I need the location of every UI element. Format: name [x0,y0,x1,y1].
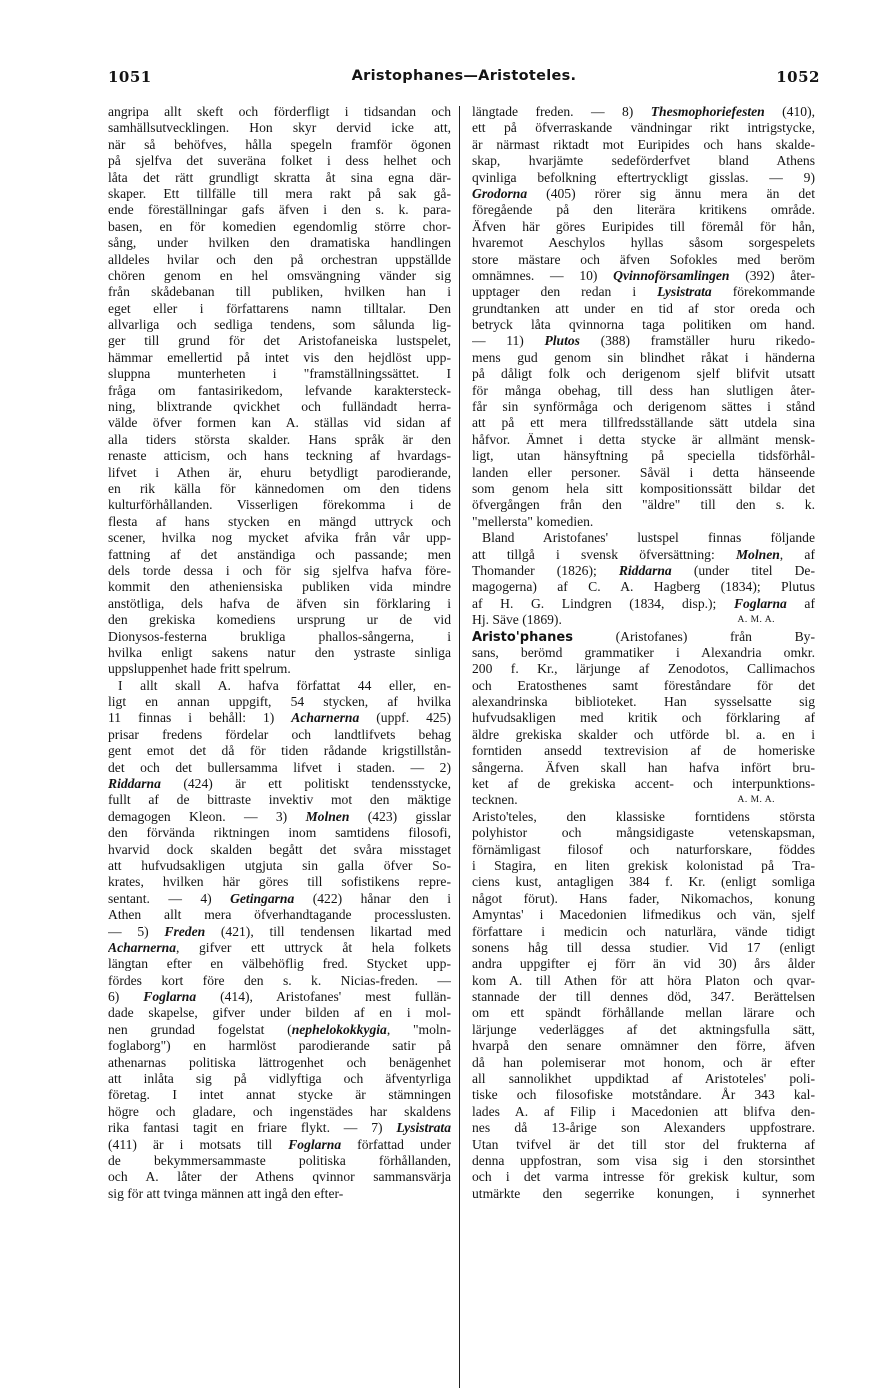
text-line: denna uppfostran, som visa sig i den storsinthet [472,1153,815,1168]
left-text-column [108,104,451,1394]
text-line: — 5) Freden (421), till tendensen likartad med [108,923,451,939]
text-line: qvinliga befolkning eftertryckligt gisslas. — 9) [472,169,815,185]
text-line: får sin synförmåga och derigenom sättes i stånd [472,399,815,415]
text-line: Hj. Säve (1869). A. M. A. [472,612,775,628]
text-line: och A. låter der Athens qvinnor sammansvärja [108,1169,451,1185]
text-line: forntiden ansedd textrevision af de homeriske [472,743,815,759]
text-line: fördes kort före den s. k. Nicias-freden. — [108,972,451,988]
text-line: stannade der till dennes död, 347. Berättelsen [472,989,815,1005]
text-line: om ett spändt förhållande mellan lärare och [472,1005,815,1021]
text-line: allvarliga och sedliga tendens, som sålunda lig- [108,317,451,333]
text-line: mens gud genom sin blindhet råkat i händerna [472,349,815,365]
text-line: kom A. till Athen för att höra Platon och qvar- [472,972,815,988]
text-line: ende föreställningar gafs äfven i den s. k. para- [108,202,451,218]
text-line: som genom hela sitt kompositionssätt bildar det [472,480,815,496]
text-line: alexandrinska biblioteket. Han sysselsatte sig [472,694,815,710]
text-line: prisar fredens fördelar och landtlifvets behag [108,726,451,742]
text-line: att tillgå i svensk öfversättning: Molnen, af [472,546,815,562]
text-line: kulturförhållanden. Visserligen förekomma i de [108,497,451,513]
text-line: en rik källa för kännedomen om den tidens [108,480,451,496]
work-title: nephelokokkygia [291,1021,387,1037]
text-line: och i det varma intresse för grekisk kultur, som [472,1169,815,1185]
text-line: athenarnas politiska lättrogenhet och benägenhet [108,1054,451,1070]
text-line: renaste atticism, och hans teckning af hvardags- [108,448,451,464]
text-line: i Stagira, en liten grekisk kolonistad på Tra- [472,857,815,873]
text-line: hvilka enligt sakens natur den ystraste sinliga [108,644,451,660]
work-title: Acharnerna [291,710,360,726]
text-line: hämmar emellertid på intet vis den hejdlöst upp- [108,349,451,365]
text-line: ger till grund för det Aristofaneiska lustspelet, [108,333,451,349]
text-line: demagogen Kleon. — 3) Molnen (423) gisslar [108,808,451,824]
text-line: samhällsutvecklingen. Hon skyr dervid icke att, [108,120,451,136]
text-line: Acharnerna, gifver ett uttryck åt hela folkets [108,939,451,955]
text-line: Amyntas' i Macedonien lifmedikus och vän, sjelf [472,907,815,923]
text-line: på sjelfva det suveräna folket i dess helhet och [108,153,451,169]
text-line: det och det bullersamma lifvet i staden. — 2) [108,759,451,775]
text-line: krates, hvilken här göres till sofistikens repre- [108,874,451,890]
text-line: när så behöfves, hålla spegeln framför ögonen [108,136,451,152]
text-line: landen eller personer. Såväl i detta hänseende [472,464,815,480]
text-line: Athen allt mera öfverhandtagande processlusten. [108,907,451,923]
work-title: Foglarna [288,1136,342,1152]
text-line: sentant. — 4) Getingarna (422) hånar den i [108,890,451,906]
text-line: dade skapelse, gifver under bilden af en i mol- [108,1005,451,1021]
text-line: öfvergången från den "äldre" till den s. k. [472,497,815,513]
text-line: uppsluppenhet hade fritt spelrum. [108,661,291,677]
text-line: polyhistor och mångsidigaste vetenskapsman, [472,825,815,841]
text-line: fråga om fantasirikedom, lefvande karaktersteck- [108,382,451,398]
text-line: håfvor. Ämnet i detta stycke är allmänt mensk- [472,431,815,447]
text-line: för många obehag, till dess han slutligen åter- [472,382,815,398]
text-line: Grodorna (405) rörer sig ännu mera än det [472,185,815,201]
text-line: all sannolikhet uppdiktad af Aristoteles' poli- [472,1071,815,1087]
text-line: ett på öfverraskande vändningar rikt intrigstycke, [472,120,815,136]
text-line: lifvet i Athen är, ehuru betydligt parodierande, [108,464,451,480]
text-line: upptager den redan i Lysistrata förekommande [472,284,815,300]
text-line: sång, under hvilken den dramatiska handlingen [108,235,451,251]
text-line: då han polemiserar mot honom, och är efter [472,1054,815,1070]
work-title: Riddarna [618,562,672,578]
text-line: skap, hvarjämte sedeförderfvet bland Athens [472,153,815,169]
running-title: Aristophanes—Aristoteles. [351,68,577,84]
text-line: hvaremot Aeschylos hyllas såsom sorgespelets [472,235,815,251]
text-line: Äfven här göres Euripides till föremål för hån, [472,218,815,234]
text-line: sans, berömd grammatiker i Alexandria omkr. [472,644,815,660]
text-line: utmärkte den segerrike konungen, i synnerhet [472,1185,815,1201]
text-line: skaper. Ett tillfälle till mera rakt på sak gå- [108,185,451,201]
text-line: längtade freden. — 8) Thesmophoriefesten (410), [472,104,815,119]
text-line: Dionysos-festerna brukliga phallos-sångerna, i [108,628,451,644]
text-line: ciens kust, antagligen 384 f. Kr. (enligt somliga [472,874,815,890]
work-title: Plutos [544,333,580,349]
left-page-number: 1051 [108,68,152,86]
text-line: något förut). Hans fader, Nikomachos, konung [472,890,815,906]
author-signature: A. M. A. [737,795,775,806]
text-line: andra uppgifter ej förr än vid 30) års ålder [472,956,815,972]
text-line: Aristo'phanes (Aristofanes) från By- [472,628,815,645]
text-line: förnämligast filosof och naturforskare, föddes [472,841,815,857]
text-line: 6) Foglarna (414), Aristofanes' mest fullän- [108,989,451,1005]
text-line: flesta af hans stycken en mängd uttryck och [108,513,451,529]
column-divider [459,106,460,1388]
text-line: låta det rätt grundligt skratta åt sina egna där- [108,169,451,185]
text-line: alldeles hvilar och den på orchestran uppställde [108,251,451,267]
text-line: är närmast riktadt mot Euripides och hans skalde- [472,136,815,152]
text-line: gent emot det då för tiden rådande krigstillstån- [108,743,451,759]
text-line: omnämnes. — 10) Qvinnoförsamlingen (392) åter- [472,267,815,283]
text-line: tecknen. A. M. A. [472,792,775,808]
text-line: anstötliga, dels hafva de äfven sin förklaring i [108,595,451,611]
text-line: grundtanken att under en tid af stor oreda och [472,300,815,316]
text-line: rika fantasi tagit en friare flykt. — 7) Lysistrata [108,1120,451,1136]
text-line: ligt, utan hänsyftning på speciella tidsförhål- [472,448,815,464]
text-line: Thomander (1826); Riddarna (under titel De- [472,562,815,578]
text-line: ning, blixtrande qvickhet och fulländadt herra- [108,399,451,415]
text-line: företag. I intet annat stycke är stämningen [108,1087,451,1103]
text-line: föregående på den literära kritikens område. [472,202,815,218]
text-line: (411) är i motsats till Foglarna författad under [108,1136,451,1152]
text-line: foglaborg") en harmlöst parodierande satir på [108,1038,451,1054]
text-line: äldre grekiska skalder och utförde bl. a. en i [472,726,815,742]
work-title: Riddarna [108,776,161,792]
text-line: angripa allt skeft och förderfligt i tidsandan och [108,104,451,119]
text-line: författare i medicin och naturlära, vände tidigt [472,923,815,939]
work-title: Foglarna [143,989,197,1005]
page-header [108,68,820,90]
text-line: eget eller i författarens namn tilltalar. Den [108,300,451,316]
text-line: Aristo'teles, den klassiske forntidens största [472,808,815,824]
work-title: Molnen [735,546,780,562]
text-line: välde öfver formen kan A. ställas vid sidan af [108,415,451,431]
text-line: och Eratosthenes samt föreståndare för det [472,677,815,693]
text-line: nen grundad fogelstat (nephelokokkygia, "moln- [108,1021,451,1037]
text-line: hvarvid dock skalden begått det svåra misstaget [108,841,451,857]
text-line: Riddarna (424) är ett politiskt tendensstycke, [108,776,451,792]
text-line: nes då 13-årige son Alexanders uppfostrare. [472,1120,815,1136]
text-line: ligt en annan uppgift, 54 stycken, af hvilka [108,694,451,710]
text-line: längtan efter en välbehöflig fred. Stycket upp- [108,956,451,972]
work-title: Lysistrata [396,1120,451,1136]
text-line: basen, en för komedien egendomlig större chor- [108,218,451,234]
text-line: på dåligt folk och derigenom sjelf blifvit utsatt [472,366,815,382]
text-line: 11 finnas i behåll: 1) Acharnerna (uppf. 425) [108,710,451,726]
text-line: högre och gladare, och ingenstädes har skaldens [108,1103,451,1119]
right-page-number: 1052 [776,68,820,86]
text-line: scener, hvilka nog mycket afvika från vår upp- [108,530,451,546]
text-line: Bland Aristofanes' lustspel finnas följande [482,530,815,546]
text-line: lärjunge vederlägges af det aktningsfulla sätt, [472,1021,815,1037]
text-line: sluppna munterheten i "framställningssättet. I [108,366,451,382]
text-line: sångerna. Äfven skall han hafva infört bru- [472,759,815,775]
text-line: att hufvudsakligen utgjuta sin galla öfver So- [108,857,451,873]
work-title: Acharnerna [108,939,176,955]
work-title: Getingarna [230,890,295,906]
text-line: fullt af de bittraste invektiv mot den mäktige [108,792,451,808]
text-line: "mellersta" komedien. [472,513,594,529]
work-title: Freden [164,923,206,939]
text-line: att inlåta sig på vidlyftiga och äfventyrliga [108,1071,451,1087]
text-line: magogerna) af C. A. Hagberg (1834); Plutus [472,579,815,595]
text-line: ket af de grekiska accent- och interpunktions- [472,776,815,792]
text-line: dels torde dessa i och för sig sjelfva hafva före- [108,562,451,578]
text-line: 200 f. Kr., lärjunge af Zenodotos, Callimachos [472,661,815,677]
text-line: Utan tvifvel är det till stor del frukterna af [472,1136,815,1152]
text-line: sonens håg till dessa studier. Vid 17 (enligt [472,939,815,955]
text-line: I allt skall A. hafva författat 44 eller, en- [118,677,451,693]
text-line: — 11) Plutos (388) framställer huru rikedo- [472,333,815,349]
text-line: hufvudsakligen med kritik och förklaring af [472,710,815,726]
work-title: Thesmophoriefesten [650,104,765,119]
text-line: från skådebanan till publiken, hvilken han i [108,284,451,300]
work-title: Molnen [305,808,350,824]
text-line: lades A. af Filip i Macedonien att blifva den- [472,1103,815,1119]
text-line: de bekymmersammaste politiska förhållanden, [108,1153,451,1168]
text-line: fattning af det anständiga och passande; men [108,546,451,562]
text-line: alla tiders största skalder. Hans språk är den [108,431,451,447]
author-signature: A. M. A. [737,615,775,626]
text-line: att på ett mera tillfredsställande sätt utdela sina [472,415,815,431]
text-line: chören genom en hel omsvängning vänder sig [108,267,451,283]
work-title: Lysistrata [657,284,712,300]
text-line: tiske och filosofiske motståndare. År 343 kal- [472,1087,815,1103]
work-title: Qvinnoförsamlingen [613,267,730,283]
text-line: betryck låta qvinnorna taga politiken om hand. [472,317,815,333]
text-line: den förvända riktningen inom samtidens filosofi, [108,825,451,841]
work-title: Foglarna [733,595,787,611]
text-line: den grekiska komediens ursprung ur de vid [108,612,451,628]
work-title: Grodorna [472,185,528,201]
right-text-column [472,104,815,1394]
text-line: sig för att tvinga männen att ingå den efter- [108,1185,344,1201]
text-line: hvarpå den senare omnämner den förre, äfven [472,1038,815,1054]
text-line: store mästare och äfven Sofokles med beröm [472,251,815,267]
entry-headword: Aristo'phanes [472,629,573,645]
text-line: kommit den atheniensiska publiken vida mindre [108,579,451,595]
text-line: af H. G. Lindgren (1834, disp.); Foglarna af [472,595,815,611]
